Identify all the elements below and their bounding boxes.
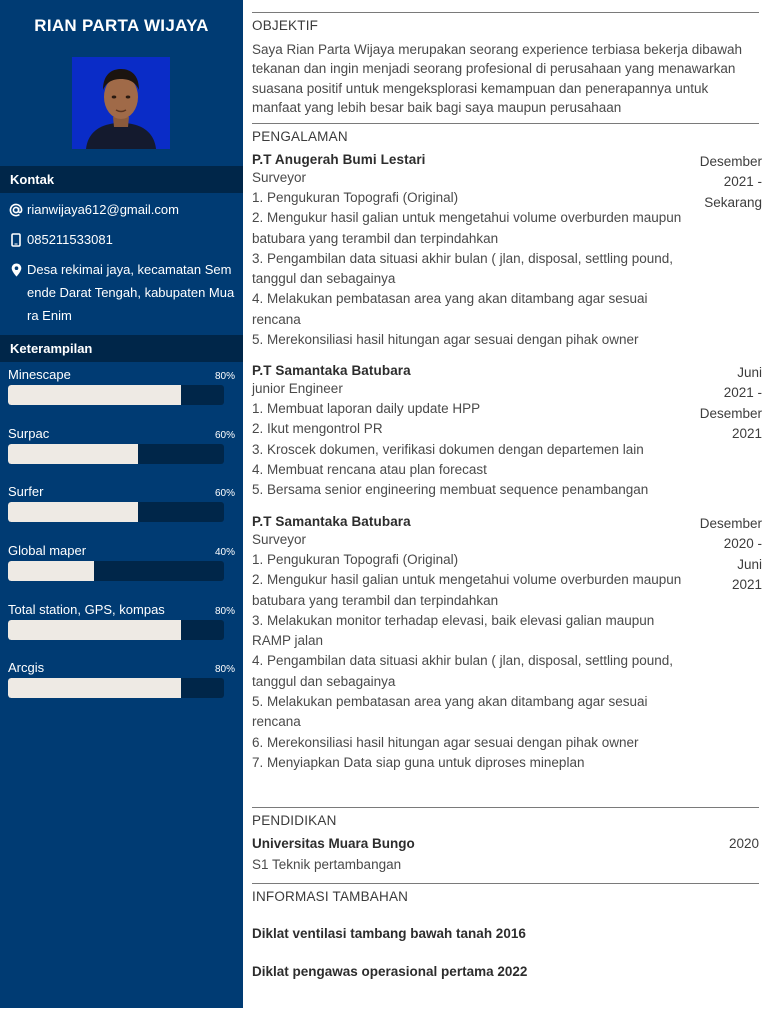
objective-line: tekanan dan ingin menjadi seorang profesional di perusahaan yang menawarkan xyxy=(252,61,736,77)
skill-item xyxy=(8,426,236,464)
address-text xyxy=(26,258,241,327)
objective-line: manfaat yang lebih besar baik bagi saya maupun perusahaan xyxy=(252,100,622,116)
skill-percent: 60% xyxy=(214,488,235,499)
job-date xyxy=(696,152,762,213)
duty-line: 5. Bersama senior engineering membuat sequence penambangan xyxy=(252,482,649,498)
phone-text[interactable]: 085211533081 xyxy=(27,232,113,247)
duty-line: 3. Kroscek dokumen, verifikasi dokumen dengan departemen lain xyxy=(252,441,644,457)
skill-bar-fill xyxy=(8,678,181,698)
sidebar xyxy=(0,0,243,1008)
skill-item xyxy=(8,543,236,581)
skill-percent: 80% xyxy=(214,371,235,382)
contact-email xyxy=(6,198,241,221)
job-role: Surveyor xyxy=(252,532,307,547)
skill-label: Total station, GPS, kompas xyxy=(8,602,165,617)
divider xyxy=(252,123,759,124)
skill-bar-fill xyxy=(8,620,181,640)
skill-item xyxy=(8,367,236,405)
duty-line: 4. Melakukan pembatasan area yang akan ditambang agar sesuai xyxy=(252,291,648,307)
skill-bar-fill xyxy=(8,385,181,405)
phone-icon xyxy=(6,228,26,251)
job-company: P.T Samantaka Batubara xyxy=(252,363,411,378)
duty-line: tanggul dan sebagainya xyxy=(252,271,396,287)
objective-heading: OBJEKTIF xyxy=(252,18,319,33)
contact-address xyxy=(6,258,241,327)
job-date-line: Desember xyxy=(699,405,762,421)
profile-name: RIAN PARTA WIJAYA xyxy=(34,16,209,35)
additional-heading: INFORMASI TAMBAHAN xyxy=(252,889,409,904)
job-entry xyxy=(252,152,764,350)
duty-line: 1. Membuat laporan daily update HPP xyxy=(252,401,481,416)
job-duties xyxy=(252,188,692,350)
duty-line: 7. Menyiapkan Data siap guna untuk diproses mineplan xyxy=(252,754,585,770)
job-date xyxy=(696,363,762,444)
job-date-line: 2021 - xyxy=(723,174,762,190)
duty-line: 3. Melakukan monitor terhadap elevasi, baik elevasi galian maupun xyxy=(252,612,655,628)
job-company: P.T Samantaka Batubara xyxy=(252,514,411,529)
duty-line: 2. Mengukur hasil galian untuk mengetahui volume overburden maupun xyxy=(252,572,682,588)
skill-label: Surpac xyxy=(8,426,50,441)
skill-bar xyxy=(8,620,224,640)
contact-phone xyxy=(6,228,241,251)
duty-line: rencana xyxy=(252,311,301,327)
job-date-line: 2021 xyxy=(731,425,762,441)
location-pin-icon xyxy=(6,258,26,327)
additional-item: Diklat ventilasi tambang bawah tanah 2016 xyxy=(252,926,526,941)
skill-bar-fill xyxy=(8,561,94,581)
job-company: P.T Anugerah Bumi Lestari xyxy=(252,152,426,167)
duty-line: batubara yang terambil dan terpindahkan xyxy=(252,592,499,608)
skill-bar xyxy=(8,502,224,522)
address-line: ende Darat Tengah, kabupaten Mua xyxy=(27,285,235,300)
address-line: Desa rekimai jaya, kecamatan Sem xyxy=(27,262,232,277)
education-school: Universitas Muara Bungo xyxy=(252,836,415,851)
job-entry xyxy=(252,363,764,500)
job-date-line: Desember xyxy=(699,516,762,531)
address-line: ra Enim xyxy=(27,308,72,323)
profile-photo xyxy=(72,57,170,149)
skill-label: Global maper xyxy=(8,543,87,558)
additional-item: Diklat pengawas operasional pertama 2022 xyxy=(252,964,528,979)
skill-item xyxy=(8,660,236,698)
duty-line: batubara yang terambil dan terpindahkan xyxy=(252,230,499,246)
education-year: 2020 xyxy=(728,836,759,851)
skill-label: Arcgis xyxy=(8,660,45,675)
duty-line: rencana xyxy=(252,714,301,730)
job-duties xyxy=(252,550,692,773)
skills-heading: Keterampilan xyxy=(0,335,243,362)
job-date-line: Juni xyxy=(737,365,762,380)
skill-percent: 60% xyxy=(214,430,235,441)
skill-bar-fill xyxy=(8,502,138,522)
job-date-line: Juni xyxy=(737,556,762,572)
skill-bar xyxy=(8,444,224,464)
skill-label: Surfer xyxy=(8,484,44,499)
experience-heading: PENGALAMAN xyxy=(252,129,348,144)
skill-percent: 80% xyxy=(214,606,235,617)
duty-line: 5. Melakukan pembatasan area yang akan ditambang agar sesuai xyxy=(252,694,648,710)
duty-line: 4. Pengambilan data situasi akhir bulan ( jlan, disposal, settling pound, xyxy=(252,653,674,669)
skill-percent: 80% xyxy=(214,664,235,675)
job-date-line: 2021 - xyxy=(723,385,762,401)
duty-line: 4. Membuat rencana atau plan forecast xyxy=(252,461,487,477)
job-entry xyxy=(252,514,764,773)
objective-line: Saya Rian Parta Wijaya merupakan seorang experience terbiasa bekerja dibawah xyxy=(252,42,743,57)
skill-item xyxy=(8,602,236,640)
duty-line: RAMP jalan xyxy=(252,633,324,649)
duty-line: 3. Pengambilan data situasi akhir bulan ( jlan, disposal, settling pound, xyxy=(252,250,674,266)
duty-line: 5. Merekonsiliasi hasil hitungan agar sesuai dengan pihak owner xyxy=(252,332,639,348)
at-icon xyxy=(6,198,26,221)
job-duties xyxy=(252,399,692,500)
divider xyxy=(252,883,759,884)
skill-label: Minescape xyxy=(8,367,71,382)
person-portrait-icon xyxy=(72,57,170,149)
job-date-line: 2021 xyxy=(731,576,762,592)
job-role: Surveyor xyxy=(252,170,307,185)
job-date-line: Sekarang xyxy=(704,194,762,210)
education-heading: PENDIDIKAN xyxy=(252,813,337,828)
skill-bar xyxy=(8,385,224,405)
objective-line: suasana positif untuk mengeksplorasi kemampuan dan penerapannya untuk xyxy=(252,80,709,96)
skill-item xyxy=(8,484,236,522)
education-degree: S1 Teknik pertambangan xyxy=(252,857,402,872)
email-text[interactable]: rianwijaya612@gmail.com xyxy=(27,202,179,217)
job-date xyxy=(696,514,762,595)
contact-heading: Kontak xyxy=(0,166,243,193)
skill-percent: 40% xyxy=(214,547,235,558)
duty-line: 1. Pengukuran Topografi (Original) xyxy=(252,190,459,205)
duty-line: 6. Merekonsiliasi hasil hitungan agar sesuai dengan pihak owner xyxy=(252,734,639,750)
skill-bar xyxy=(8,561,224,581)
job-date-line: 2020 - xyxy=(723,536,762,552)
duty-line: tanggul dan sebagainya xyxy=(252,673,396,689)
divider xyxy=(252,12,759,13)
skill-bar xyxy=(8,678,224,698)
duty-line: 1. Pengukuran Topografi (Original) xyxy=(252,552,459,567)
divider xyxy=(252,807,759,808)
skill-bar-fill xyxy=(8,444,138,464)
duty-line: 2. Ikut mengontrol PR xyxy=(252,421,383,437)
objective-text xyxy=(252,40,752,118)
job-date-line: Desember xyxy=(699,154,762,169)
job-role: junior Engineer xyxy=(252,381,343,396)
duty-line: 2. Mengukur hasil galian untuk mengetahui volume overburden maupun xyxy=(252,210,682,226)
